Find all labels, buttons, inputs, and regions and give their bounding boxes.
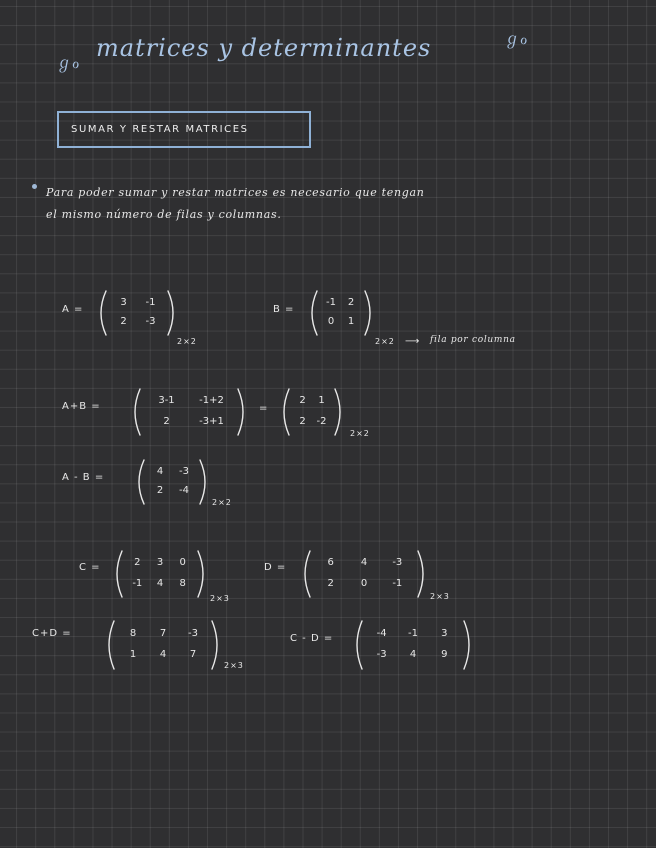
size-matrix-d: 2×3 [430,592,450,601]
label-matrix-c: C = [79,562,101,573]
size-matrix-c: 2×3 [210,594,230,603]
matrix-c [112,550,208,598]
matrix-cell: 7 [159,628,167,639]
matrix-cell: -3+1 [199,415,224,427]
matrix-cell: 6 [327,557,334,569]
right-bracket [238,389,243,435]
matrix-c-plus-d [104,620,222,670]
label-a-plus-b: A+B = [62,401,101,412]
right-bracket [168,291,173,335]
right-bracket [200,460,205,504]
label-a-minus-b: A - B = [62,472,105,483]
matrix-b [307,290,375,336]
matrix-cell: 3 [441,628,448,639]
matrix-cell: -3 [145,316,156,328]
matrix-cell: -1 [145,296,156,308]
matrix-cell: 2 [347,296,355,308]
matrix-cell: -1 [392,577,403,589]
matrix-cell: 2 [163,415,170,427]
matrix-cell: -1 [132,577,143,589]
matrix-cell: 2 [327,577,334,589]
matrix-cell: 3 [156,557,164,569]
title-ornament-left: ℊℴ [56,53,80,72]
label-c-minus-d: C - D = [290,633,334,644]
left-bracket [357,621,362,669]
left-bracket [101,291,106,335]
matrix-cell: 2 [156,485,164,497]
right-bracket [212,621,217,669]
left-bracket [305,551,310,597]
matrix-cell: 1 [318,395,325,407]
label-c-plus-d: C+D = [32,628,72,639]
matrix-cell: 4 [360,557,368,569]
label-matrix-d: D = [264,562,287,573]
matrix-cell: 1 [129,649,137,660]
matrix-brackets [130,388,248,436]
matrix-c-minus-d [352,620,474,670]
matrix-cell: 2 [299,395,306,407]
size-matrix-b: 2×2 [375,337,395,346]
equals-sign: = [259,403,269,414]
matrix-cell: -3 [188,628,198,639]
matrix-cell: -3 [376,649,387,660]
annotation-fila-columna: fila por columna [430,335,516,345]
bullet-point [32,184,37,189]
matrix-cell: 3 [120,296,127,308]
matrix-cell: -4 [179,485,189,497]
right-bracket [198,551,203,597]
arrow-icon: ⟶ [405,336,421,347]
matrix-cell: -2 [316,415,327,427]
matrix-cell: 0 [179,557,186,569]
size-a-minus-b: 2×2 [212,498,232,507]
right-bracket [464,621,469,669]
matrix-cell: 1 [347,316,355,328]
right-bracket [418,551,423,597]
matrix-a-minus-b [134,459,210,505]
matrix-cell: -1 [408,628,418,639]
label-matrix-a: A = [62,304,84,315]
matrix-cell: -3 [392,557,403,569]
matrix-cell: 3-1 [158,395,175,407]
left-bracket [117,551,122,597]
matrix-cell: 8 [179,577,186,589]
matrix-cell: 2 [299,415,306,427]
matrix-cell: 4 [159,649,167,660]
matrix-cell: -4 [376,628,387,639]
matrix-cell: 0 [327,316,335,328]
left-bracket [135,389,140,435]
matrix-cell: 8 [129,628,137,639]
left-bracket [139,460,144,504]
left-bracket [109,621,114,669]
matrix-cell: -1+2 [199,395,224,407]
matrix-cell: 2 [134,557,141,569]
size-c-plus-d: 2×3 [224,661,244,670]
section-heading: SUMAR Y RESTAR MATRICES [71,124,249,135]
note-line-2: el mismo número de filas y columnas. [46,208,282,221]
matrix-cell: 2 [120,316,127,328]
label-matrix-b: B = [273,304,295,315]
page-title: matrices y determinantes [96,34,432,62]
matrix-cell: 9 [441,649,448,660]
matrix-cell: 4 [409,649,417,660]
matrix-cell: 0 [360,577,368,589]
matrix-d [300,550,428,598]
matrix-cell: 4 [156,465,164,477]
matrix-cell: -1 [326,296,336,308]
size-a-plus-b: 2×2 [350,429,370,438]
size-matrix-a: 2×2 [177,337,197,346]
section-heading-box [57,111,311,148]
matrix-cell: -3 [179,465,189,477]
matrix-a-plus-b-expanded [130,388,248,436]
matrix-a-plus-b [279,388,345,436]
matrix-a [96,290,178,336]
title-ornament-right: ℊℴ [504,29,528,48]
matrix-cell: 7 [189,649,197,660]
matrix-cell: 4 [156,577,164,589]
note-line-1: Para poder sumar y restar matrices es necesario que tengan [46,186,425,199]
